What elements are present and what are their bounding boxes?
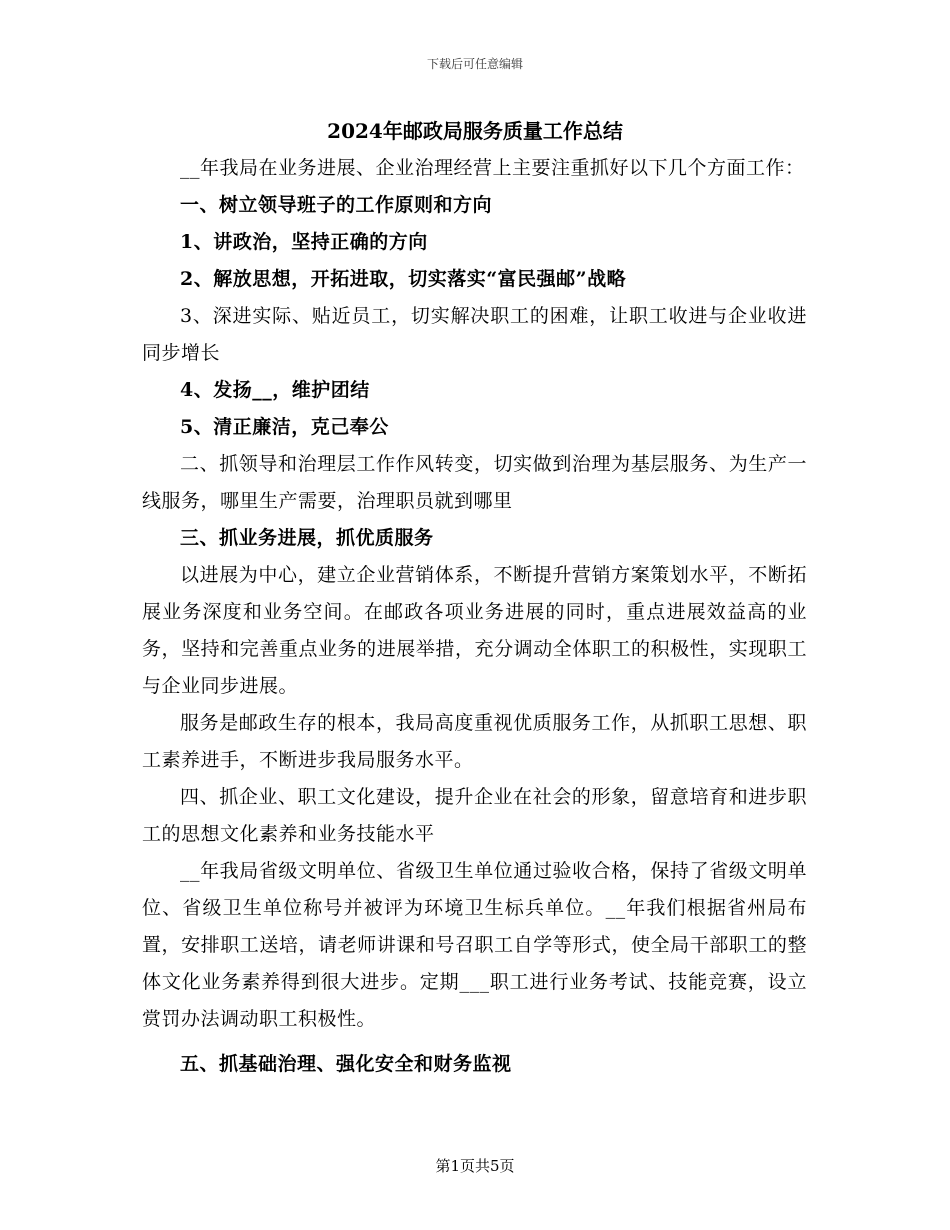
section-heading: 五、抓基础治理、强化安全和财务监视 [180, 1053, 512, 1075]
page-number: 第1页共5页 [435, 1157, 515, 1175]
subsection-heading: 2、解放思想，开拓进取，切实落实“富民强邮”战略 [180, 268, 627, 290]
paragraph: 二、抓领导和治理层工作作风转变，切实做到治理为基层服务、为生产一线服务，哪里生产需要，治理职员就到哪里 [142, 453, 807, 512]
document-body [142, 150, 807, 1083]
paragraph: 以进展为中心，建立企业营销体系，不断提升营销方案策划水平，不断拓展业务深度和业务空间。在邮政各项业务进展的同时，重点进展效益高的业务，坚持和完善重点业务的进展举措，充分调动全体职工的积极性，实现职工与企业同步进展。 [142, 564, 807, 697]
section-heading: 一、树立领导班子的工作原则和方向 [180, 194, 493, 216]
subsection-heading: 4、发扬__，维护团结 [180, 379, 370, 401]
paragraph: __年我局省级文明单位、省级卫生单位通过验收合格，保持了省级文明单位、省级卫生单位称号并被评为环境卫生标兵单位。__年我们根据省州局布置，安排职工送培，请老师讲课和号召职工自学等形式，使全局干部职工的整体文化业务素养得到很大进步。定期___职工进行业务考试、技能竞赛，设立赏罚办法调动职工积极性。 [142, 860, 807, 1030]
paragraph: 3、深进实际、贴近员工，切实解决职工的困难，让职工收进与企业收进同步增长 [142, 305, 807, 364]
subsection-heading: 1、讲政治，坚持正确的方向 [180, 231, 428, 253]
subsection-heading: 5、清正廉洁，克己奉公 [180, 416, 389, 438]
header-note: 下载后可任意编辑 [426, 57, 523, 71]
paragraph: 四、抓企业、职工文化建设，提升企业在社会的形象，留意培育和进步职工的思想文化素养和业务技能水平 [142, 786, 807, 845]
paragraph: __年我局在业务进展、企业治理经营上主要注重抓好以下几个方面工作： [180, 157, 805, 179]
document-title: 2024年邮政局服务质量工作总结 [327, 119, 623, 143]
paragraph: 服务是邮政生存的根本，我局高度重视优质服务工作，从抓职工思想、职工素养进手，不断进步我局服务水平。 [142, 712, 807, 771]
section-heading: 三、抓业务进展，抓优质服务 [180, 527, 434, 549]
